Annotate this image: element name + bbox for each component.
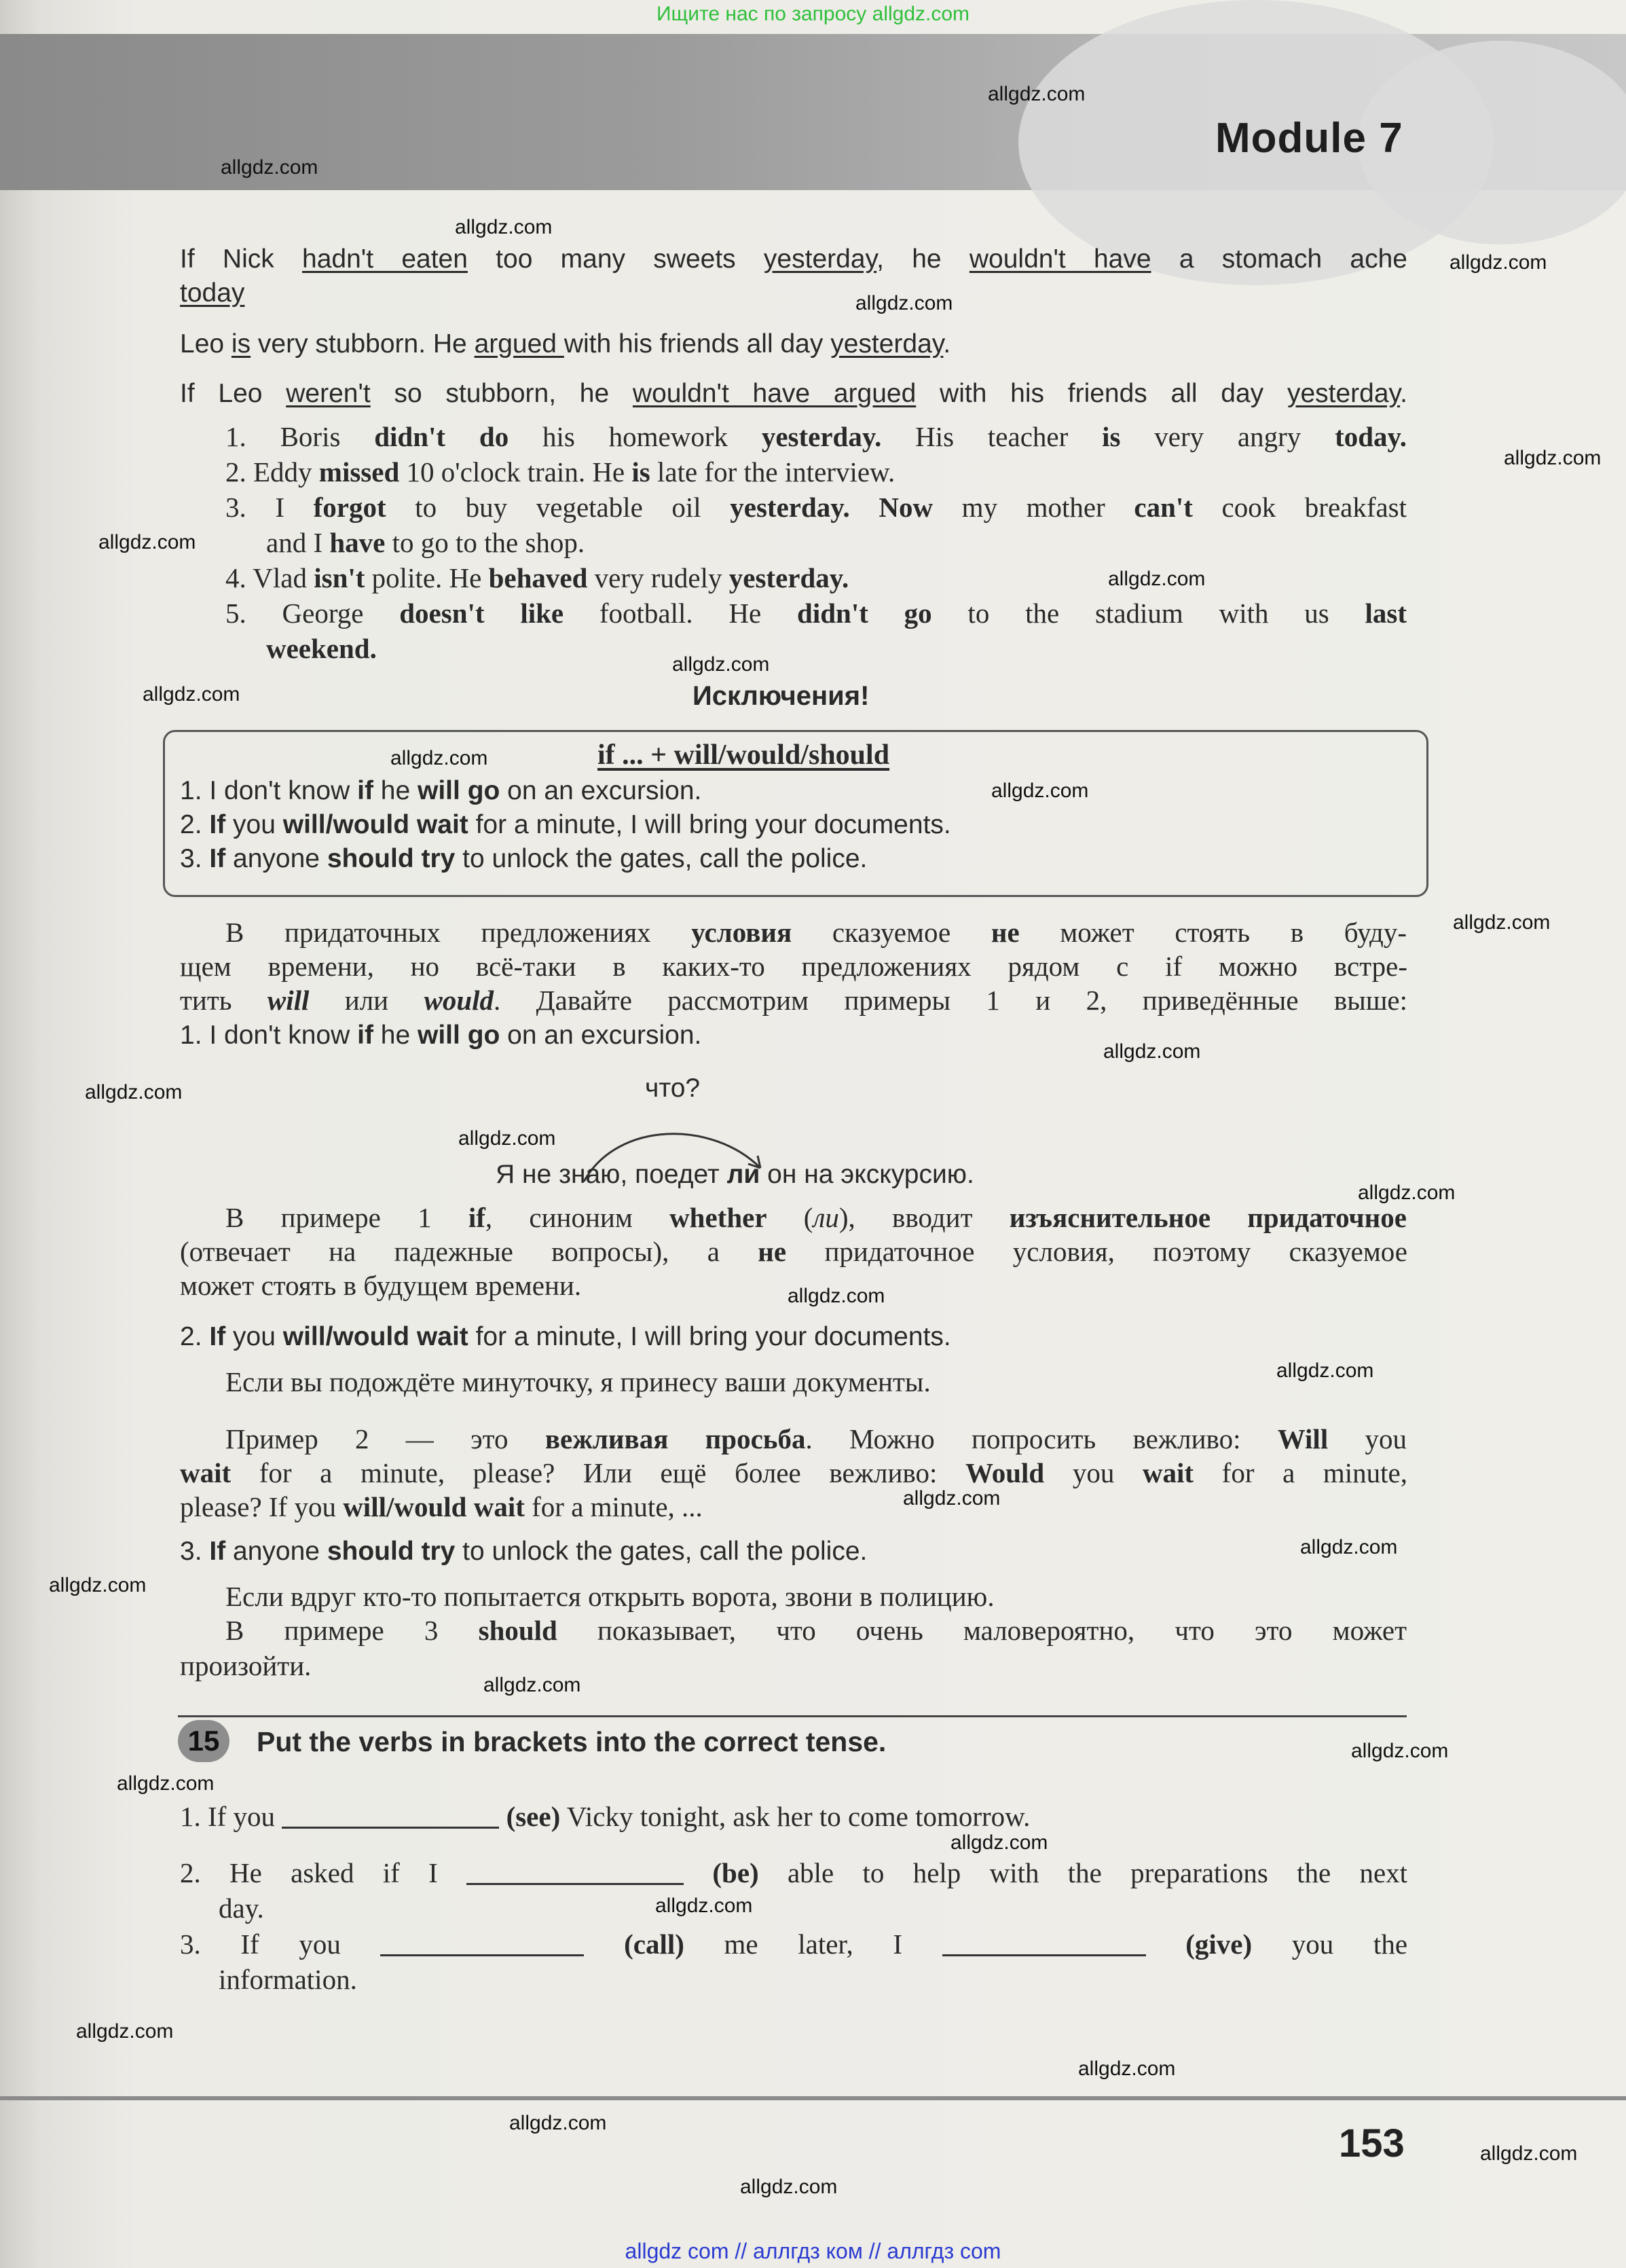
- example-line-4: If Leo weren't so stubborn, he wouldn't have argued with his friends all day yesterday.: [180, 379, 1407, 408]
- watermark: allgdz.com: [509, 2112, 607, 2134]
- watermark: allgdz.com: [76, 2020, 174, 2043]
- watermark: allgdz.com: [390, 747, 488, 769]
- translation-3: Если вдруг кто-то попытается открыть ворота, звони в полицию.: [225, 1581, 995, 1612]
- exceptions-box-title: if ... + will/would/should: [597, 739, 890, 771]
- answer-blank[interactable]: [380, 1931, 584, 1956]
- watermark: allgdz.com: [85, 1081, 183, 1103]
- watermark: allgdz.com: [483, 1674, 581, 1696]
- watermark: allgdz.com: [991, 780, 1089, 802]
- watermark: allgdz.com: [1351, 1740, 1449, 1762]
- watermark: allgdz.com: [143, 683, 240, 706]
- task-item-3-cont: information.: [219, 1964, 357, 1995]
- watermark: allgdz.com: [221, 156, 318, 179]
- module-title: Module 7: [1215, 115, 1403, 162]
- example-line-1: If Nick hadn't eaten too many sweets yesterday, he wouldn't have a stomach ache: [180, 244, 1407, 274]
- watermark: allgdz.com: [672, 653, 770, 676]
- explain-example-3: 3. If anyone should try to unlock the gates, call the police.: [180, 1537, 868, 1566]
- watermark: allgdz.com: [1300, 1536, 1398, 1558]
- exception-item-3: 3. If anyone should try to unlock the gates, call the police.: [180, 844, 868, 873]
- watermark: allgdz.com: [903, 1487, 1001, 1510]
- top-banner[interactable]: Ищите нас по запросу allgdz.com: [656, 3, 970, 25]
- explain-p3c: please? If you will/would wait for a minute, ...: [180, 1491, 703, 1522]
- watermark: allgdz.com: [1276, 1359, 1374, 1382]
- watermark: allgdz.com: [1078, 2057, 1176, 2080]
- task-item-2-cont: day.: [219, 1892, 264, 1924]
- answer-blank[interactable]: [282, 1804, 499, 1829]
- watermark: allgdz.com: [988, 83, 1086, 105]
- translation-2: Если вы подождёте минуточку, я принесу ваши документы.: [225, 1366, 931, 1397]
- exercise-item-5-cont: weekend.: [266, 633, 377, 664]
- watermark: allgdz.com: [855, 292, 953, 314]
- bottom-banner[interactable]: allgdz com // аллгдз ком // аллгдз com: [625, 2239, 1001, 2263]
- exercise-item-2: 2. Eddy missed 10 o'clock train. He is late for the interview.: [225, 456, 895, 488]
- watermark: allgdz.com: [117, 1772, 215, 1795]
- explain-p3: Пример 2 — это вежливая просьба. Можно попросить вежливо: Will you: [225, 1423, 1407, 1455]
- watermark: allgdz.com: [98, 531, 196, 553]
- exercise-item-3: 3. I forgot to buy vegetable oil yesterday. Now my mother can't cook breakfast: [225, 492, 1407, 523]
- task-item-1: 1. If you (see) Vicky tonight, ask her to come tomorrow.: [180, 1801, 1031, 1832]
- watermark: allgdz.com: [1453, 911, 1551, 934]
- explain-example-2: 2. If you will/would wait for a minute, I will bring your documents.: [180, 1322, 951, 1351]
- task-number-badge: 15: [178, 1720, 229, 1762]
- example-line-3: Leo is very stubborn. He argued with his friends all day yesterday.: [180, 329, 951, 359]
- explain-example-1: 1. I don't know if he will go on an excursion.: [180, 1021, 702, 1050]
- watermark: allgdz.com: [1108, 568, 1206, 590]
- watermark: allgdz.com: [455, 216, 553, 238]
- page-number: 153: [1339, 2121, 1405, 2165]
- exception-item-2: 2. If you will/would wait for a minute, I will bring your documents.: [180, 810, 951, 839]
- watermark: allgdz.com: [655, 1895, 753, 1917]
- exercise-item-4: 4. Vlad isn't polite. He behaved very rudely yesterday.: [225, 562, 849, 593]
- task-item-2: 2. He asked if I (be) able to help with the preparations the next: [180, 1857, 1408, 1888]
- explain-p2c: может стоять в будущем времени.: [180, 1270, 582, 1301]
- explain-p1b: щем времени, но всё-таки в каких-то предложениях рядом с if можно встре-: [180, 951, 1407, 982]
- watermark: allgdz.com: [1504, 447, 1602, 469]
- watermark: allgdz.com: [788, 1285, 885, 1307]
- task-divider: [178, 1715, 1407, 1717]
- explain-p2b: (отвечает на падежные вопросы), а не придаточное условия, поэтому сказуемое: [180, 1236, 1407, 1267]
- answer-blank[interactable]: [466, 1860, 684, 1885]
- explain-p1: В придаточных предложениях условия сказуемое не может стоять в буду-: [225, 917, 1407, 948]
- watermark: allgdz.com: [740, 2176, 838, 2198]
- task-title: Put the verbs in brackets into the correct tense.: [257, 1726, 887, 1757]
- exercise-item-5: 5. George doesn't like football. He didn't go to the stadium with us last: [225, 598, 1407, 629]
- translation-1: Я не знаю, поедет ли он на экскурсию.: [496, 1160, 974, 1189]
- task-item-3: 3. If you (call) me later, I (give) you the: [180, 1928, 1408, 1960]
- exception-item-1: 1. I don't know if he will go on an excursion.: [180, 776, 702, 805]
- exercise-item-3-cont: and I have to go to the shop.: [266, 527, 585, 558]
- explain-p4b: произойти.: [180, 1650, 312, 1681]
- explain-p2: В примере 1 if, синоним whether (ли), вводит изъяснительное придаточное: [225, 1202, 1407, 1233]
- explain-p3b: wait for a minute, please? Или ещё более вежливо: Would you wait for a minute,: [180, 1457, 1407, 1488]
- footer-rule: [0, 2096, 1626, 2100]
- watermark: allgdz.com: [1449, 251, 1547, 274]
- watermark: allgdz.com: [1480, 2142, 1578, 2165]
- exceptions-title: Исключения!: [692, 681, 870, 711]
- watermark: allgdz.com: [49, 1574, 147, 1596]
- watermark: allgdz.com: [458, 1127, 556, 1150]
- answer-blank[interactable]: [942, 1931, 1146, 1956]
- watermark: allgdz.com: [1103, 1040, 1201, 1063]
- example-line-2: today: [180, 278, 245, 308]
- explain-p4: В примере 3 should показывает, что очень маловероятно, что это может: [225, 1615, 1407, 1646]
- exercise-item-1: 1. Boris didn't do his homework yesterday. His teacher is very angry today.: [225, 421, 1407, 452]
- explain-p1c: тить will или would. Давайте рассмотрим примеры 1 и 2, приведённые выше:: [180, 985, 1407, 1016]
- what-question-label: что?: [645, 1074, 701, 1103]
- watermark: allgdz.com: [950, 1831, 1048, 1854]
- watermark: allgdz.com: [1358, 1182, 1456, 1204]
